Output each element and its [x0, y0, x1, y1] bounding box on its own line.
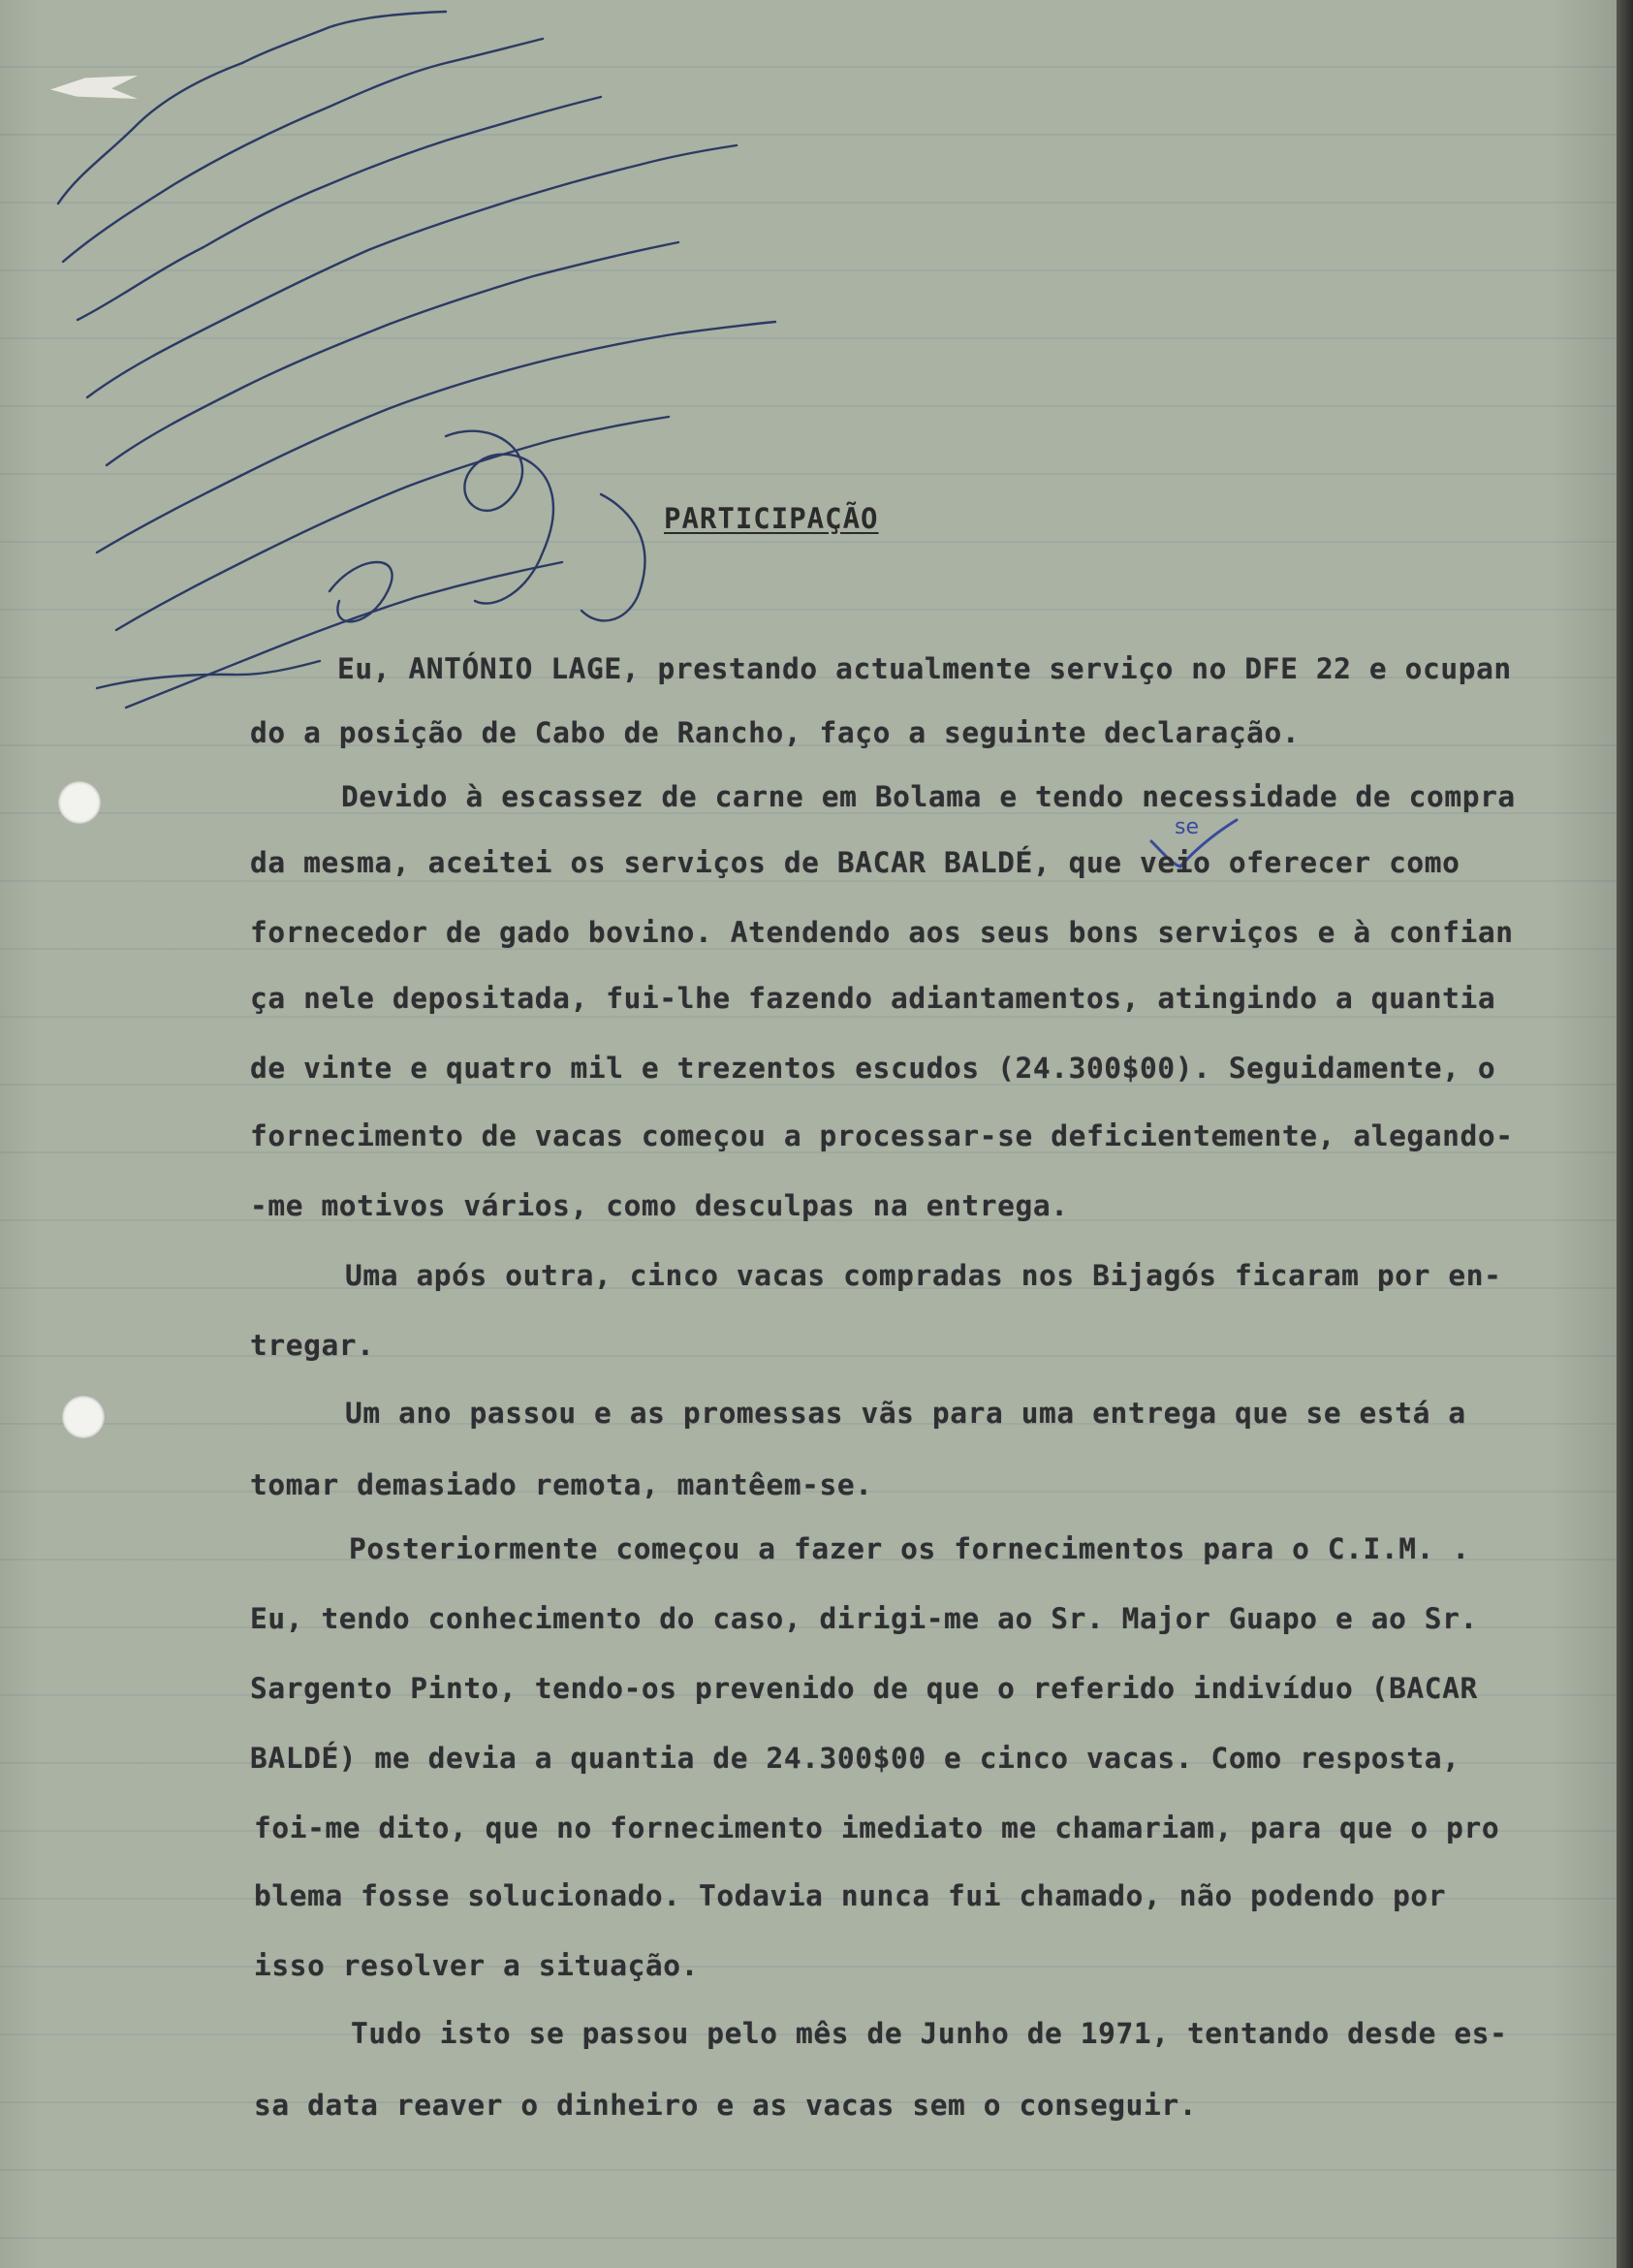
text-line-5: fornecedor de gado bovino. Atendendo aos seus bons serviços e à confian: [250, 916, 1514, 949]
text-line-14: Posteriormente começou a fazer os fornecimentos para o C.I.M. .: [349, 1532, 1470, 1565]
text-line-21: Tudo isto se passou pelo mês de Junho de 1971, tentando desde es-: [351, 2017, 1508, 2050]
text-line-15: Eu, tendo conhecimento do caso, dirigi-me ao Sr. Major Guapo e ao Sr.: [250, 1602, 1478, 1635]
punch-hole: [62, 1396, 105, 1438]
text-line-11: tregar.: [250, 1329, 375, 1362]
text-line-22: sa data reaver o dinheiro e as vacas sem o conseguir.: [254, 2089, 1198, 2122]
text-line-1: Eu, ANTÓNIO LAGE, prestando actualmente serviço no DFE 22 e ocupan: [337, 652, 1512, 685]
text-line-9: -me motivos vários, como desculpas na entrega.: [250, 1189, 1069, 1222]
text-line-20: isso resolver a situação.: [254, 1949, 700, 1982]
document-title: PARTICIPAÇÃO: [664, 502, 879, 535]
text-line-6: ça nele depositada, fui-lhe fazendo adiantamentos, atingindo a quantia: [250, 982, 1496, 1015]
text-line-7: de vinte e quatro mil e trezentos escudos (24.300$00). Seguidamente, o: [250, 1052, 1496, 1085]
text-line-19: blema fosse solucionado. Todavia nunca fui chamado, não podendo por: [254, 1879, 1447, 1912]
handwritten-annotation-signature: [39, 10, 833, 746]
text-line-8: fornecimento de vacas começou a processar-se deficientemente, alegando-: [250, 1119, 1514, 1152]
text-line-16: Sargento Pinto, tendo-os prevenido de que o referido indivíduo (BACAR: [250, 1672, 1478, 1705]
text-line-3: Devido à escassez de carne em Bolama e tendo necessidade de compra: [341, 780, 1516, 813]
text-line-13: tomar demasiado remota, mantêem-se.: [250, 1468, 873, 1501]
text-line-18: foi-me dito, que no fornecimento imediato me chamariam, para que o pro: [254, 1811, 1500, 1844]
text-line-10: Uma após outra, cinco vacas compradas nos Bijagós ficaram por en-: [345, 1259, 1502, 1292]
text-line-2: do a posição de Cabo de Rancho, faço a seguinte declaração.: [250, 716, 1301, 749]
text-line-4: da mesma, aceitei os serviços de BACAR BALDÉ, que veio oferecer como: [250, 846, 1460, 879]
text-line-17: BALDÉ) me devia a quantia de 24.300$00 e cinco vacas. Como resposta,: [250, 1742, 1460, 1775]
inserted-word: se: [1175, 815, 1199, 839]
page-edge-shadow: [1617, 0, 1633, 2268]
punch-hole: [58, 781, 101, 824]
text-line-12: Um ano passou e as promessas vãs para uma entrega que se está a: [345, 1397, 1466, 1430]
